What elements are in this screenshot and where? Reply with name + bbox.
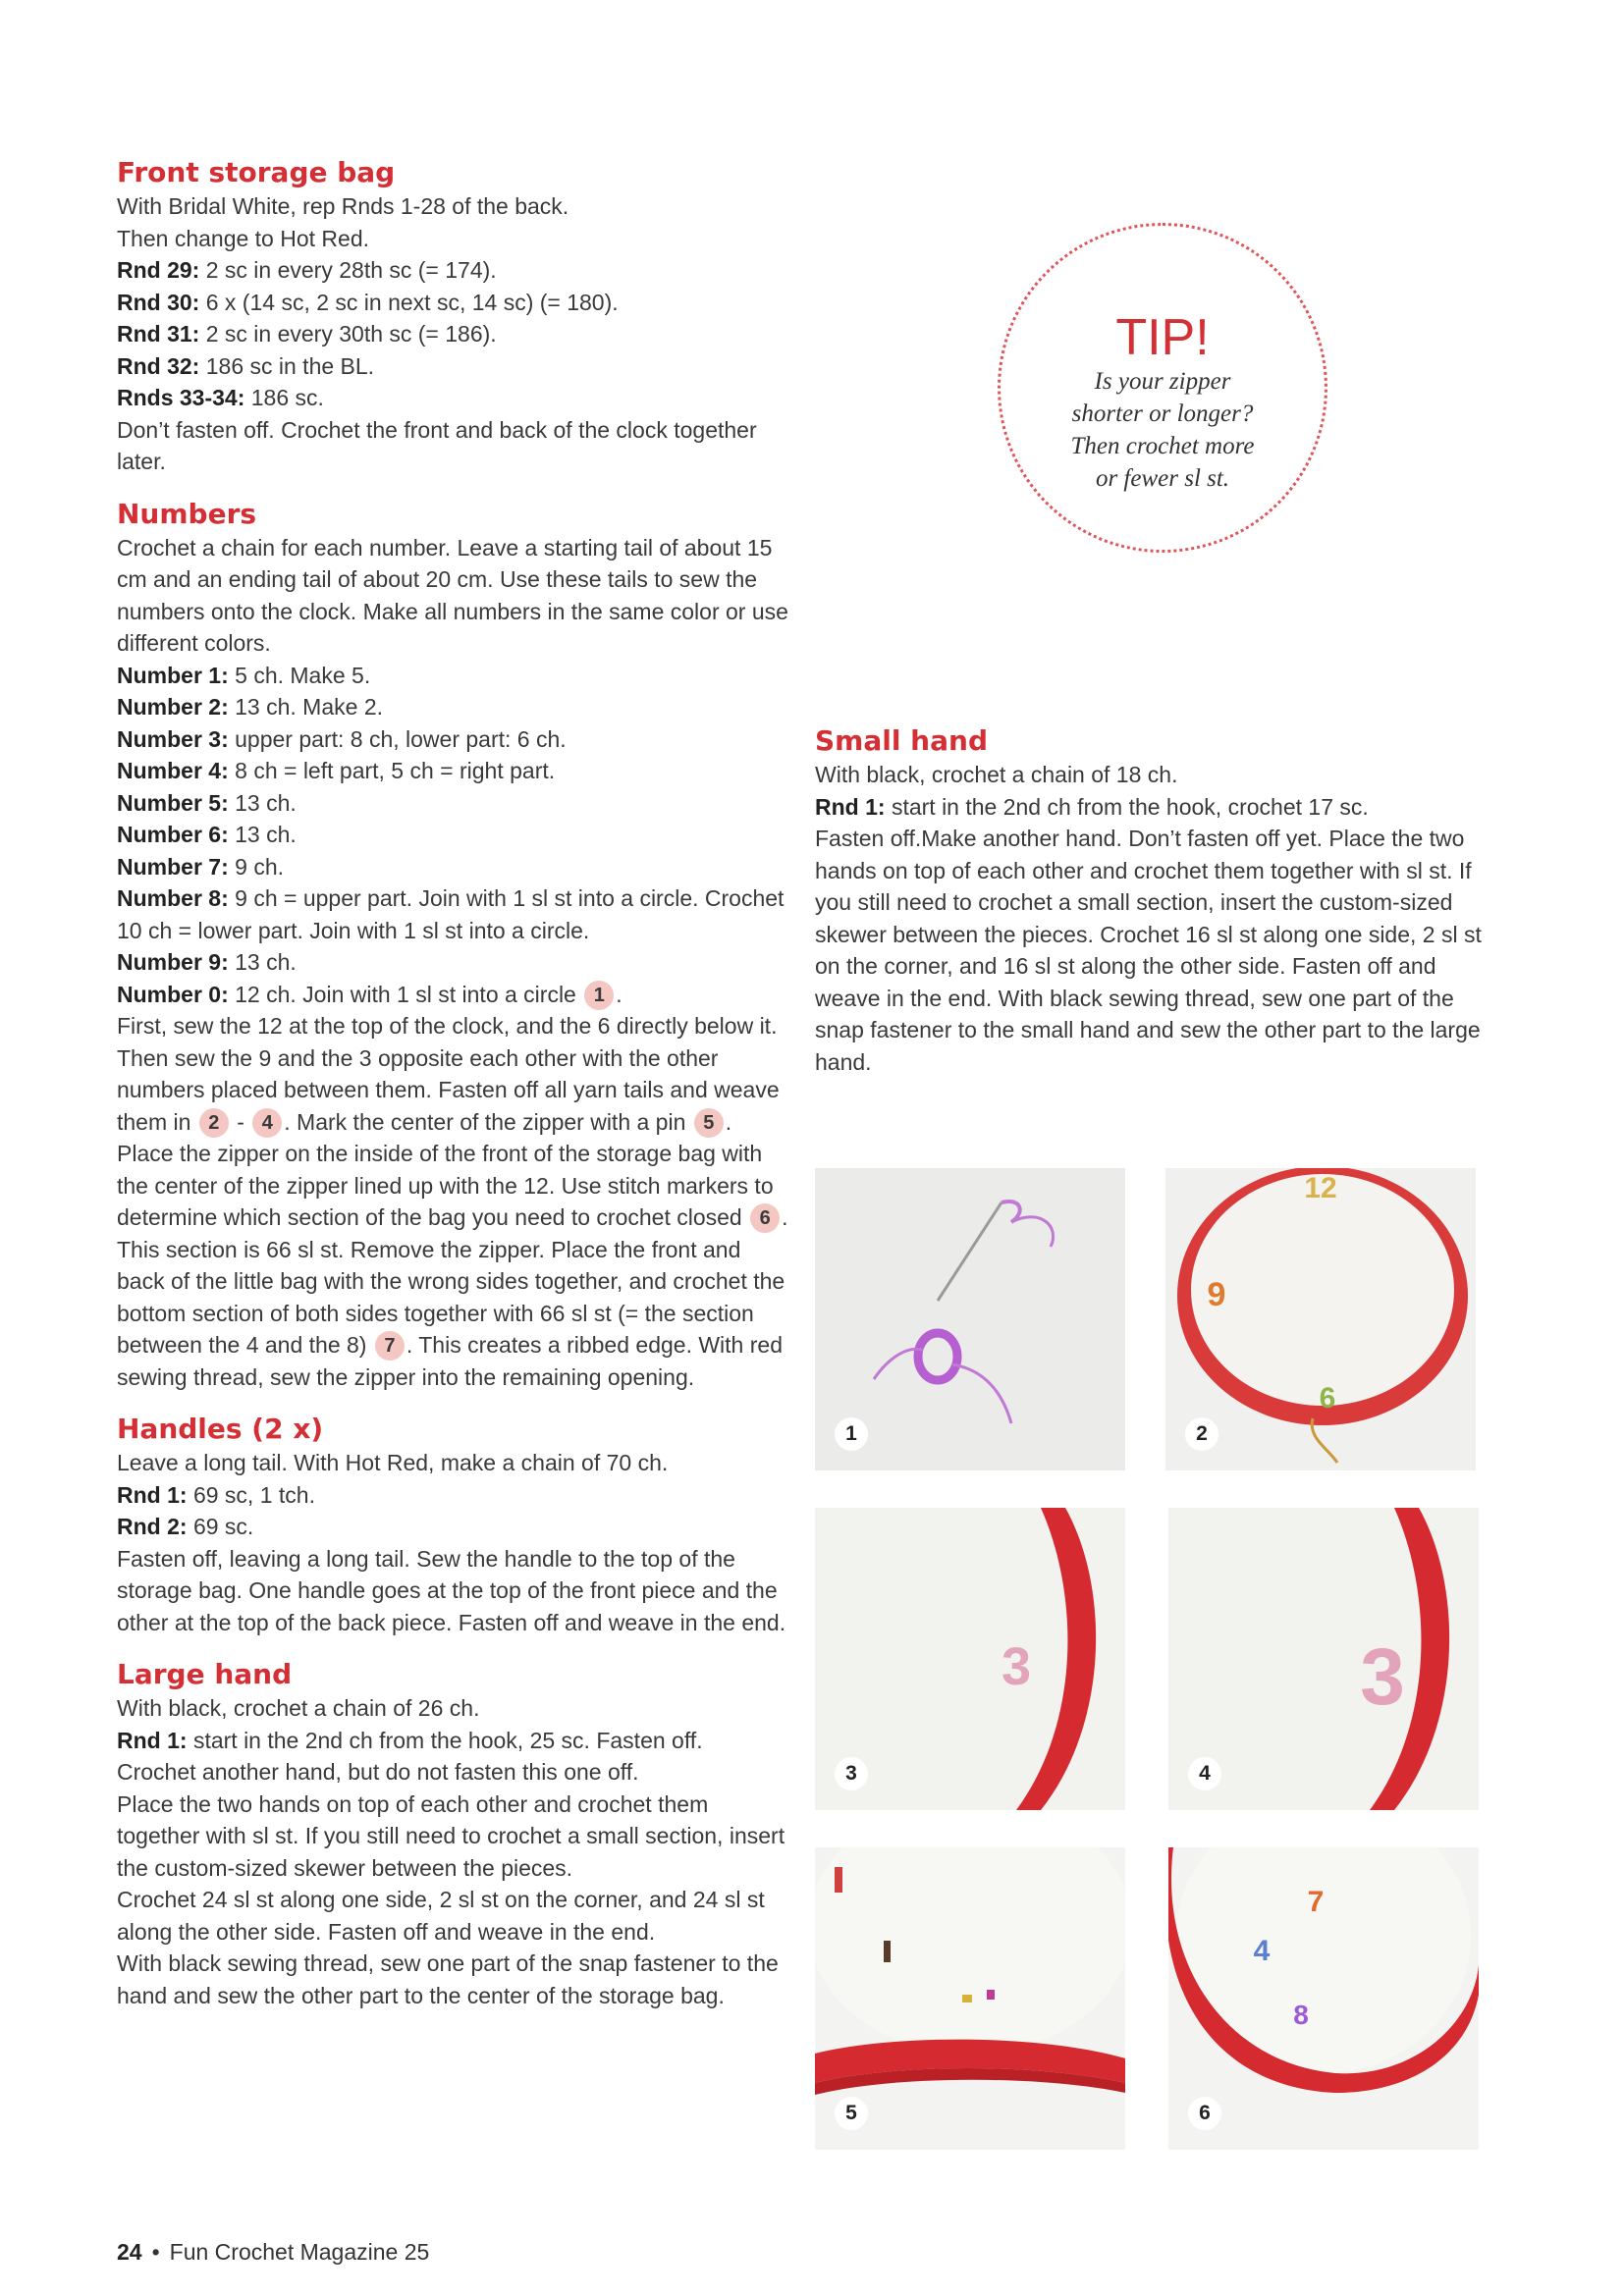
numbers-heading: Numbers <box>117 497 257 530</box>
large-hand-line: Crochet 24 sl st along one side, 2 sl st on the corner, and 24 sl st along the other side. Fasten off and weave in the end. <box>117 1887 765 1945</box>
small-hand-line: With black, crochet a chain of 18 ch. <box>815 762 1178 787</box>
svg-text:12: 12 <box>1304 1172 1337 1204</box>
photo-step-2 <box>1165 1168 1476 1470</box>
round-32: Rnd 32: 186 sc in the BL. <box>117 352 375 379</box>
large-hand-line: Place the two hands on top of each other and crochet them together with sl st. If you still need to crochet a small section, insert the custom-sized skewer between the pieces. <box>117 1790 785 1881</box>
photo-step-6 <box>1168 1847 1479 2150</box>
photo-step-3 <box>815 1508 1125 1810</box>
photo-number: 2 <box>1185 1417 1218 1451</box>
photo-number: 1 <box>835 1417 868 1451</box>
right-column <box>815 723 1492 1096</box>
number-7: Number 7: 9 ch. <box>117 853 285 880</box>
photo-number: 5 <box>835 2097 868 2130</box>
step-marker: 7 <box>375 1331 405 1361</box>
photo-step-4 <box>1168 1508 1479 1810</box>
number-8: Number 8: 9 ch = upper part. Join with 1 sl st into a circle. Crochet 10 ch = lower part. Join with 1 sl st into a circle. <box>117 885 785 943</box>
numbers-section <box>117 497 794 1394</box>
large-hand-line: Crochet another hand, but do not fasten this one off. <box>117 1759 639 1785</box>
number-4: Number 4: 8 ch = left part, 5 ch = right part. <box>117 758 556 783</box>
photo-step-5 <box>815 1847 1125 2150</box>
step-marker: 1 <box>584 981 614 1010</box>
svg-text:8: 8 <box>1293 2000 1309 2030</box>
step-marker: 2 <box>199 1108 229 1138</box>
front-bag-end: Don’t fasten off. Crochet the front and back of the clock together later. <box>117 416 757 474</box>
small-hand-round-1: Rnd 1: start in the 2nd ch from the hook, crochet 17 sc. <box>815 793 1369 820</box>
svg-text:4: 4 <box>1253 1935 1271 1967</box>
large-hand-round-1: Rnd 1: start in the 2nd ch from the hook, 25 sc. Fasten off. <box>117 1727 703 1753</box>
step-marker: 5 <box>694 1108 724 1138</box>
handles-heading: Handles (2 x) <box>117 1413 324 1445</box>
numbers-instructions: First, sew the 12 at the top of the clock, and the 6 directly below it. Then sew the 9 and the 3 opposite each other with the other numbers placed between them. Fasten off all yarn tails and weave them in 2 - 4 . Mark the center of the zipper with a pin 5 . Place the zipper on the inside of the front of the storage bag with the center of the zipper lined up with the 12. Use stitch markers to determine which section of the bag you need to crochet closed 6 . This section is 66 sl st. Remove the zipper. Place the front and back of the little bag with the wrong sides together, and crochet the bottom section of both sides together with 66 sl st (= the section between the 4 and the 8) 7 . This creates a ribbed edge. With red sewing thread, sew the zipper into the remaining opening. <box>117 1013 788 1390</box>
numbers-intro: Crochet a chain for each number. Leave a starting tail of about 15 cm and an ending tail of about 20 cm. Use these tails to sew the numbers onto the clock. Make all numbers in the same color or use different colors. <box>117 534 788 656</box>
front-bag-line: Then change to Hot Red. <box>117 225 369 251</box>
handles-round-1: Rnd 1: 69 sc, 1 tch. <box>117 1481 315 1508</box>
tip-line: Then crochet more <box>1070 433 1255 459</box>
handles-line: Leave a long tail. With Hot Red, make a chain of 70 ch. <box>117 1450 669 1475</box>
handles-end: Fasten off, leaving a long tail. Sew the handle to the top of the storage bag. One handle goes at the top of the front piece and the other at the top of the back piece. Fasten off and weave in the end. <box>117 1545 786 1635</box>
svg-text:9: 9 <box>1207 1276 1226 1313</box>
front-storage-bag-heading: Front storage bag <box>117 156 396 188</box>
photo-number: 4 <box>1188 1757 1221 1790</box>
svg-text:3: 3 <box>1360 1632 1405 1722</box>
step-marker: 4 <box>252 1108 282 1138</box>
small-hand-line: Fasten off.Make another hand. Don’t fasten off yet. Place the two hands on top of each other and crochet them together with sl st. If you still need to crochet a small section, insert the custom-sized skewer between the pieces. Crochet 16 sl st along one side, 2 sl st on the corner, and 16 sl st along the other side. Fasten off and weave in the end. With black sewing thread, sew one part of the snap fastener to the small hand and sew the other part to the large hand. <box>815 826 1482 1075</box>
round-31: Rnd 31: 2 sc in every 30th sc (= 186). <box>117 321 497 347</box>
footer-bullet: • <box>151 2239 160 2265</box>
step-marker: 6 <box>750 1203 780 1233</box>
rounds-33-34: Rnds 33-34: 186 sc. <box>117 385 324 410</box>
number-3: Number 3: upper part: 8 ch, lower part: 6 ch. <box>117 725 567 752</box>
svg-text:3: 3 <box>1001 1637 1032 1696</box>
large-hand-section <box>117 1657 794 2011</box>
left-column <box>117 155 794 2030</box>
front-storage-bag-section <box>117 155 794 478</box>
photo-number: 3 <box>835 1757 868 1790</box>
small-hand-heading: Small hand <box>815 724 988 757</box>
number-5: Number 5: 13 ch. <box>117 789 297 816</box>
number-0: Number 0: 12 ch. Join with 1 sl st into a circle 1 . <box>117 979 794 1011</box>
magazine-title: Fun Crochet Magazine 25 <box>169 2239 430 2265</box>
tip-line: shorter or longer? <box>1071 400 1254 427</box>
round-30: Rnd 30: 6 x (14 sc, 2 sc in next sc, 14 sc) (= 180). <box>117 289 619 315</box>
large-hand-line: With black sewing thread, sew one part of the snap fastener to the hand and sew the other part to the center of the storage bag. <box>117 1950 779 2008</box>
svg-text:6: 6 <box>1319 1382 1336 1415</box>
tip-line: or fewer sl st. <box>1095 465 1230 492</box>
round-29: Rnd 29: 2 sc in every 28th sc (= 174). <box>117 257 497 283</box>
large-hand-heading: Large hand <box>117 1658 293 1690</box>
tip-line: Is your zipper <box>1094 368 1231 395</box>
front-bag-line: With Bridal White, rep Rnds 1-28 of the back. <box>117 193 569 219</box>
photo-step-1 <box>815 1168 1125 1470</box>
page-number: 24 <box>117 2239 142 2265</box>
number-9: Number 9: 13 ch. <box>117 949 297 975</box>
number-2: Number 2: 13 ch. Make 2. <box>117 694 383 720</box>
photo-number: 6 <box>1188 2097 1221 2130</box>
number-6: Number 6: 13 ch. <box>117 822 297 847</box>
handles-round-2: Rnd 2: 69 sc. <box>117 1514 254 1539</box>
svg-text:7: 7 <box>1307 1886 1325 1918</box>
large-hand-line: With black, crochet a chain of 26 ch. <box>117 1695 480 1721</box>
number-1: Number 1: 5 ch. Make 5. <box>117 662 371 688</box>
small-hand-section <box>815 723 1492 1078</box>
page-footer <box>117 2239 429 2266</box>
tip-title: TIP! <box>1115 309 1210 366</box>
tip-callout <box>998 223 1327 553</box>
handles-section <box>117 1412 794 1638</box>
